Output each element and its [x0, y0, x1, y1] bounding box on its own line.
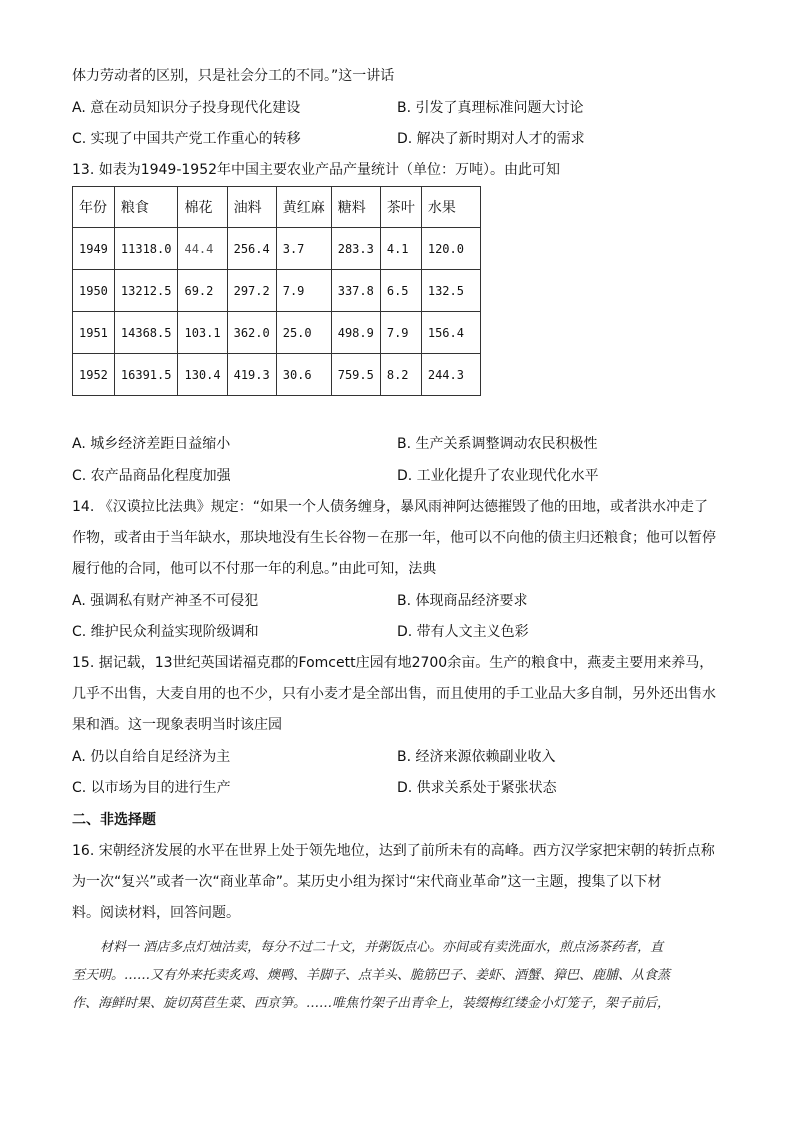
q12-option-a: A. 意在动员知识分子投身现代化建设: [72, 100, 301, 116]
table-cell: 3.7: [276, 228, 331, 270]
section-title: 二、非选择题: [72, 812, 156, 828]
q12-option-c: C. 实现了中国共产党工作重心的转移: [72, 131, 301, 147]
table-cell: 297.2: [227, 270, 276, 312]
table-cell: 337.8: [331, 270, 380, 312]
table-cell: 7.9: [380, 312, 421, 354]
q14-stem-line-1: 14. 《汉谟拉比法典》规定：“如果一个人债务缠身，暴风雨神阿达德摧毁了他的田地，或者洪水冲走了: [72, 499, 708, 515]
q13-option-c: C. 农产品商品化程度加强: [72, 468, 231, 484]
q15-option-b: B. 经济来源依赖副业收入: [397, 749, 556, 765]
q15-stem-line-1: 15. 据记载，13世纪英国诺福克郡的Fomcett庄园有地2700余亩。生产的粮食中，燕麦主要用来养马，: [72, 655, 714, 671]
table-cell: 1952: [73, 354, 115, 396]
table-row: [73, 228, 481, 270]
q13-stem: 13. 如表为1949-1952年中国主要农业产品产量统计（单位：万吨）。由此可知: [72, 162, 561, 178]
q13-option-a: A. 城乡经济差距日益缩小: [72, 436, 231, 452]
table-cell: 13212.5: [114, 270, 178, 312]
table-cell: 25.0: [276, 312, 331, 354]
table-row: [73, 312, 481, 354]
q12-option-d: D. 解决了新时期对人才的需求: [397, 131, 585, 147]
table-cell: 44.4: [178, 228, 227, 270]
table-row: [73, 354, 481, 396]
q14-option-c: C. 维护民众利益实现阶级调和: [72, 624, 259, 640]
q15-option-d: D. 供求关系处于紧张状态: [397, 780, 557, 796]
q12-stem-tail: 体力劳动者的区别，只是社会分工的不同。”这一讲话: [72, 68, 395, 84]
table-header-cell: 水果: [421, 187, 480, 228]
table-cell: 8.2: [380, 354, 421, 396]
q14-option-b: B. 体现商品经济要求: [397, 593, 528, 609]
table-cell: 1951: [73, 312, 115, 354]
table-header-cell: 茶叶: [380, 187, 421, 228]
table-header-cell: 粮食: [114, 187, 178, 228]
q12-option-b: B. 引发了真理标准问题大讨论: [397, 100, 584, 116]
table-cell: 256.4: [227, 228, 276, 270]
q14-option-a: A. 强调私有财产神圣不可侵犯: [72, 593, 259, 609]
q14-option-d: D. 带有人文主义色彩: [397, 624, 529, 640]
q15-option-c: C. 以市场为目的进行生产: [72, 780, 231, 796]
table-cell: 130.4: [178, 354, 227, 396]
table-cell: 244.3: [421, 354, 480, 396]
table-cell: 419.3: [227, 354, 276, 396]
table-header-cell: 黄红麻: [276, 187, 331, 228]
table-cell: 4.1: [380, 228, 421, 270]
table-cell: 759.5: [331, 354, 380, 396]
material-line: 至天明。……又有外来托卖炙鸡、燠鸭、羊脚子、点羊头、脆筋巴子、姜虾、酒蟹、獐巴、鹿脯、从食蒸: [72, 968, 671, 983]
table-cell: 156.4: [421, 312, 480, 354]
material-one: [72, 934, 722, 1018]
table-row: [73, 270, 481, 312]
table-cell: 7.9: [276, 270, 331, 312]
table-header-cell: 年份: [73, 187, 115, 228]
q14-stem-line-3: 履行他的合同，他可以不付那一年的利息。”由此可知，法典: [72, 561, 437, 577]
table-cell: 1949: [73, 228, 115, 270]
q16-stem-line-1: 16. 宋朝经济发展的水平在世界上处于领先地位，达到了前所未有的高峰。西方汉学家把宋朝的转折点称: [72, 843, 715, 859]
table-cell: 132.5: [421, 270, 480, 312]
table-cell: 11318.0: [114, 228, 178, 270]
q13-option-d: D. 工业化提升了农业现代化水平: [397, 468, 599, 484]
q15-stem-line-2: 几乎不出售，大麦自用的也不少，只有小麦才是全部出售，而且使用的手工业品大多自制，另外还出售水: [72, 686, 716, 702]
q13-option-b: B. 生产关系调整调动农民积极性: [397, 436, 598, 452]
table-header-cell: 糖料: [331, 187, 380, 228]
table-cell: 120.0: [421, 228, 480, 270]
q15-stem-line-3: 果和酒。这一现象表明当时该庄园: [72, 717, 282, 733]
production-table: [72, 186, 481, 396]
table-cell: 283.3: [331, 228, 380, 270]
table-cell: 69.2: [178, 270, 227, 312]
table-cell: 16391.5: [114, 354, 178, 396]
table-cell: 103.1: [178, 312, 227, 354]
q14-stem-line-2: 作物，或者由于当年缺水，那块地没有生长谷物－在那一年，他可以不向他的债主归还粮食；他可以暂停: [72, 530, 716, 546]
table-cell: 362.0: [227, 312, 276, 354]
q16-stem-line-3: 料。阅读材料，回答问题。: [72, 905, 240, 921]
table-header-cell: 油料: [227, 187, 276, 228]
material-line: 作、海鲜时果、旋切莴苣生菜、西京笋。……唯焦竹架子出青伞上，装缀梅红缕金小灯笼子，架子前后，: [72, 996, 671, 1011]
table-header-cell: 棉花: [178, 187, 227, 228]
q15-option-a: A. 仍以自给自足经济为主: [72, 749, 231, 765]
table-cell: 498.9: [331, 312, 380, 354]
table-cell: 6.5: [380, 270, 421, 312]
q16-stem-line-2: 为一次“复兴”或者一次“商业革命”。某历史小组为探讨“宋代商业革命”这一主题，搜集了以下材: [72, 874, 662, 890]
table-cell: 14368.5: [114, 312, 178, 354]
table-header-row: [73, 187, 481, 228]
material-line: 材料一 酒店多点灯烛沽卖，每分不过二十文，并粥饭点心。亦间或有卖洗面水，煎点汤茶药者，直: [100, 940, 664, 955]
table-cell: 30.6: [276, 354, 331, 396]
table-cell: 1950: [73, 270, 115, 312]
